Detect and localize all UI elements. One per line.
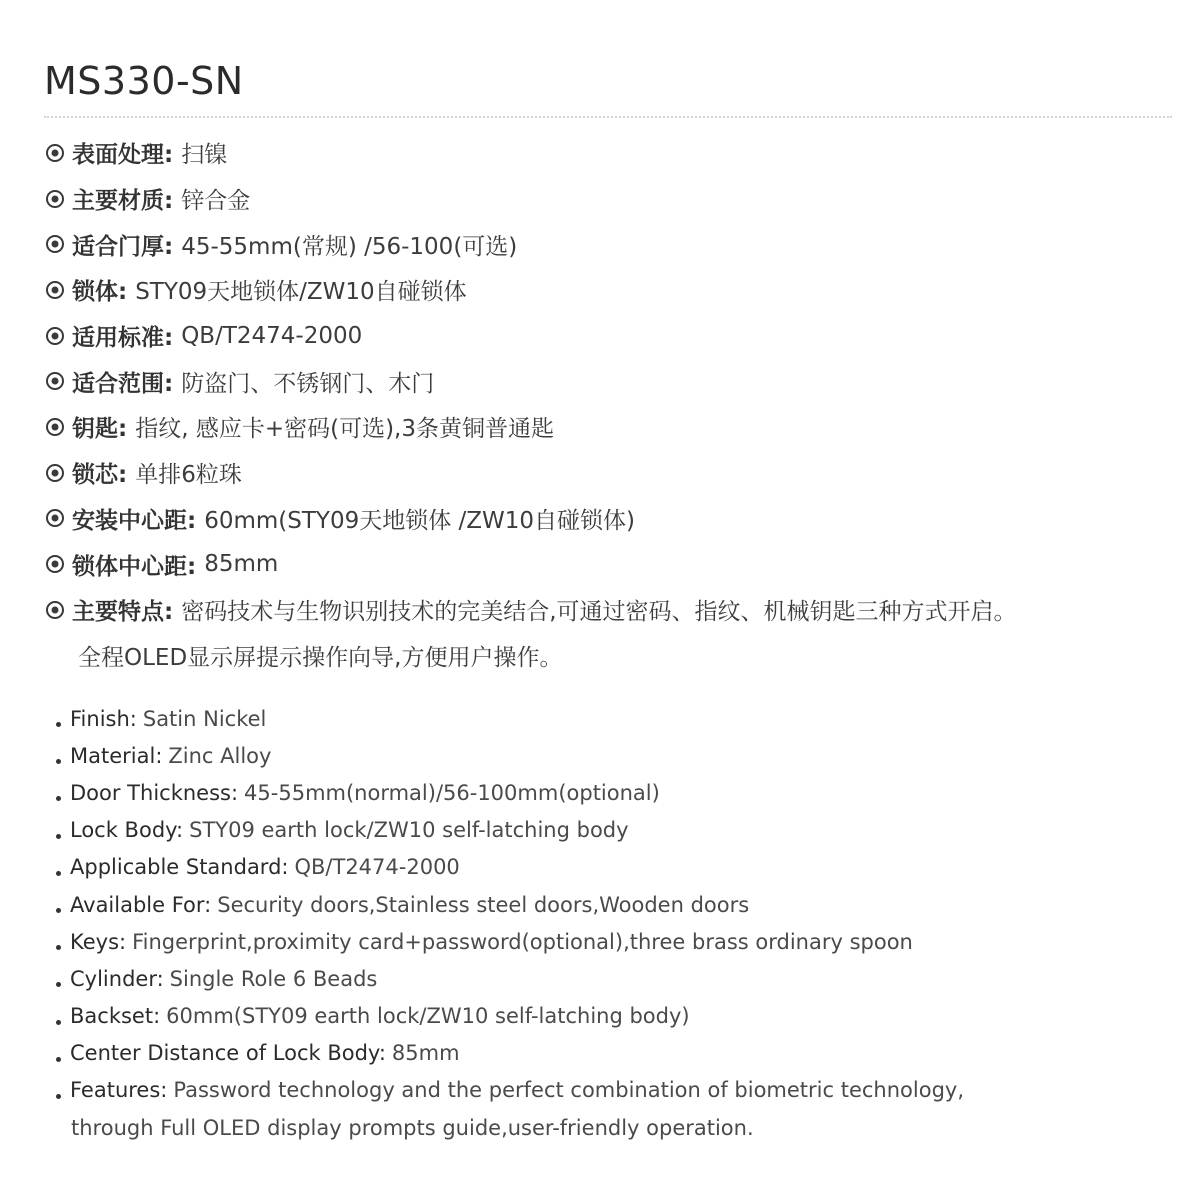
circle-icon [46,418,64,436]
cn-spec-value: 单排6粒珠 [135,462,242,489]
cn-spec-value: 锌合金 [181,188,251,215]
cn-spec-scope [46,358,1176,404]
cn-spec-backset [46,496,1176,542]
divider [44,116,1172,118]
cn-spec-door-thickness [46,221,1176,267]
en-spec-label: Keys: [70,929,127,954]
cn-spec-material [46,176,1176,222]
en-spec-label: Lock Body: [70,818,184,843]
bullet-icon [56,1020,61,1025]
cn-spec-label: 主要材质: [72,188,174,215]
en-spec-value: 45-55mm(normal)/56-100mm(optional) [244,780,660,805]
en-spec-label: Center Distance of Lock Body: [70,1041,386,1066]
circle-icon [46,281,64,299]
en-spec-value: Zinc Alloy [168,743,272,768]
cn-spec-label: 适用标准: [72,325,174,352]
cn-spec-label: 主要特点: [72,599,174,626]
circle-icon [46,464,64,482]
cn-spec-label: 锁体: [72,279,128,306]
cn-spec-value: 60mm(STY09天地锁体 /ZW10自碰锁体) [204,507,636,534]
circle-icon [46,509,64,527]
en-spec-label: Available For: [70,892,212,917]
cn-spec-label: 安装中心距: [72,507,197,534]
chinese-spec-list [46,130,1176,679]
en-spec-standard [56,849,1176,886]
cn-spec-value: QB/T2474-2000 [181,322,363,349]
en-spec-value: 60mm(STY09 earth lock/ZW10 self-latching body) [166,1004,690,1029]
cn-spec-label: 锁芯: [72,462,128,489]
bullet-icon [56,945,61,950]
cn-spec-finish [46,130,1176,176]
bullet-icon [56,722,61,727]
bullet-icon [56,982,61,987]
cn-spec-value: STY09天地锁体/ZW10自碰锁体 [135,279,467,306]
en-spec-material [56,737,1176,774]
cn-spec-label: 锁体中心距: [72,553,197,580]
circle-icon [46,235,64,253]
cn-spec-features-continuation: 全程OLED显示屏提示操作向导,方便用户操作。 [78,645,563,672]
bullet-icon [56,796,61,801]
cn-spec-value: 扫镍 [181,142,228,169]
cn-spec-label: 钥匙: [72,416,128,443]
en-spec-value: QB/T2474-2000 [294,855,460,880]
en-spec-value: Single Role 6 Beads [169,966,378,991]
en-spec-features [56,1072,1176,1109]
cn-spec-lock-body [46,267,1176,313]
en-spec-value: 85mm [391,1041,460,1066]
cn-spec-value: 85mm [204,551,279,578]
en-spec-label: Cylinder: [70,966,164,991]
bullet-icon [56,759,61,764]
cn-spec-label: 表面处理: [72,142,174,169]
english-spec-list [56,700,1176,1146]
cn-spec-value: 防盗门、不锈钢门、木门 [181,370,435,397]
en-spec-features-continuation: through Full OLED display prompts guide,user-friendly operation. [71,1115,754,1140]
circle-icon [46,144,64,162]
cn-spec-value: 45-55mm(常规) /56-100(可选) [181,233,518,260]
en-spec-label: Backset: [70,1004,161,1029]
cn-spec-value: 指纹, 感应卡+密码(可选),3条黄铜普通匙 [135,416,554,443]
bullet-icon [56,1094,61,1099]
cn-spec-label: 适合门厚: [72,233,174,260]
cn-spec-keys [46,404,1176,450]
en-spec-value: Security doors,Stainless steel doors,Wooden doors [217,892,750,917]
cn-spec-standard [46,313,1176,359]
cn-spec-cylinder [46,450,1176,496]
en-spec-label: Door Thickness: [70,780,239,805]
en-spec-value: STY09 earth lock/ZW10 self-latching body [189,818,629,843]
en-spec-available-for [56,886,1176,923]
en-spec-door-thickness [56,774,1176,811]
en-spec-value: Password technology and the perfect combination of biometric technology, [173,1078,965,1103]
en-spec-label: Applicable Standard: [70,855,289,880]
en-spec-label: Features: [70,1078,168,1103]
cn-spec-label: 适合范围: [72,370,174,397]
circle-icon [46,372,64,390]
cn-spec-center-distance [46,541,1176,587]
bullet-icon [56,871,61,876]
en-spec-center-distance [56,1035,1176,1072]
en-spec-value: Satin Nickel [142,706,267,731]
cn-spec-value: 密码技术与生物识别技术的完美结合,可通过密码、指纹、机械钥匙三种方式开启。 [181,599,1017,626]
en-spec-finish [56,700,1176,737]
en-spec-keys [56,923,1176,960]
bullet-icon [56,1057,61,1062]
circle-icon [46,190,64,208]
en-spec-lock-body [56,812,1176,849]
en-spec-cylinder [56,960,1176,997]
en-spec-value: Fingerprint,proximity card+password(optional),three brass ordinary spoon [132,929,913,954]
en-spec-label: Material: [70,743,163,768]
bullet-icon [56,834,61,839]
circle-icon [46,327,64,345]
bullet-icon [56,908,61,913]
page-title: MS330-SN [44,59,244,103]
en-spec-backset [56,998,1176,1035]
en-spec-label: Finish: [70,706,137,731]
circle-icon [46,555,64,573]
cn-spec-features [46,587,1176,633]
circle-icon [46,601,64,619]
